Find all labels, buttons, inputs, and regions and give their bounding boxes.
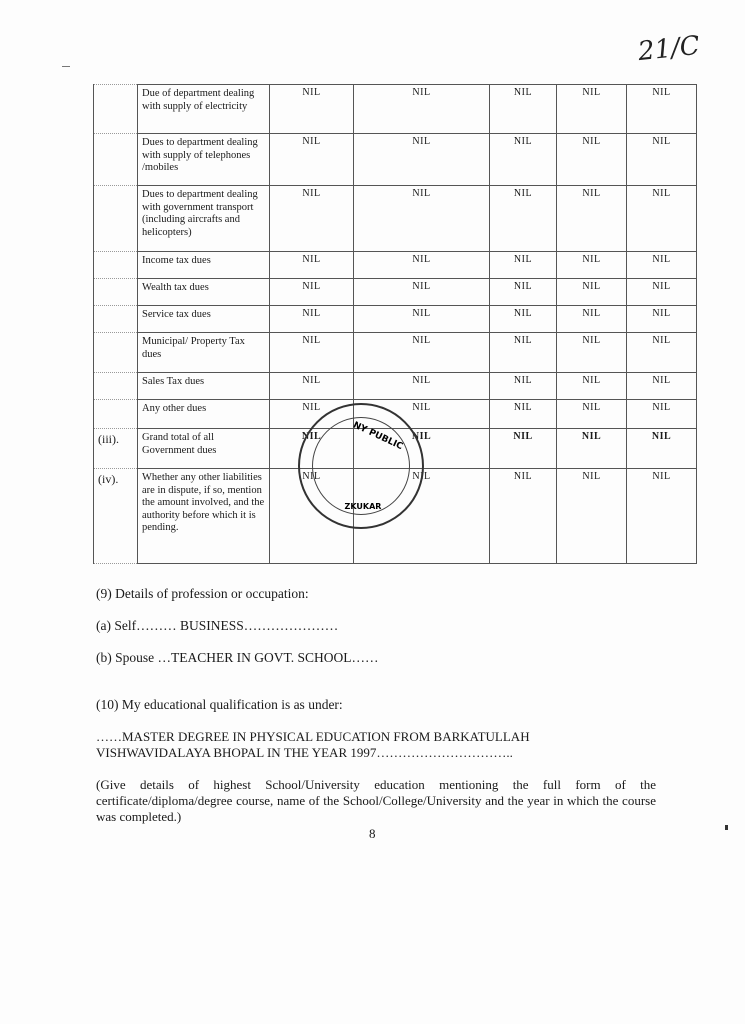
- row-value-col-1: NIL: [270, 373, 354, 400]
- row-description: Dues to department dealing with government transport (including aircrafts and helicopters): [138, 186, 270, 252]
- qualification-instructions: (Give details of highest School/University education mentioning the full form of the certificate/diploma/degree course, name of the School/College/University and the year in which the course was completed.): [96, 777, 656, 824]
- row-serial: [94, 279, 138, 306]
- row-value-col-4: NIL: [557, 469, 627, 564]
- svg-text:NY PUBLIC: NY PUBLIC: [351, 420, 405, 453]
- dues-row: [94, 279, 697, 306]
- qualification-line-1: ……MASTER DEGREE IN PHYSICAL EDUCATION FROM BARKATULLAH: [96, 729, 530, 744]
- row-description: Municipal/ Property Tax dues: [138, 333, 270, 373]
- row-value-col-4: NIL: [557, 306, 627, 333]
- row-description: Service tax dues: [138, 306, 270, 333]
- row-value-col-1: NIL: [270, 85, 354, 134]
- scan-speck: [725, 825, 728, 830]
- row-value-col-1: NIL: [270, 186, 354, 252]
- row-value-col-4: NIL: [557, 134, 627, 186]
- row-value-col-5: NIL: [627, 333, 697, 373]
- row-value-col-5: NIL: [627, 134, 697, 186]
- row-value-col-5: NIL: [627, 429, 697, 469]
- row-value-col-2: NIL: [354, 134, 490, 186]
- row-value-col-2: NIL: [354, 85, 490, 134]
- row-value-col-3: NIL: [490, 134, 557, 186]
- row-description: Due of department dealing with supply of electricity: [138, 85, 270, 134]
- row-value-col-3: NIL: [490, 469, 557, 564]
- dues-row: [94, 252, 697, 279]
- row-value-col-2: NIL: [354, 279, 490, 306]
- qualification-line-2: VISHWAVIDALAYA BHOPAL IN THE YEAR 1997…………………………..: [96, 745, 513, 760]
- row-description: Wealth tax dues: [138, 279, 270, 306]
- handwritten-page-mark: 21/C: [636, 30, 702, 68]
- row-value-col-2: NIL: [354, 186, 490, 252]
- row-serial: (iv).: [94, 469, 138, 564]
- row-serial: (iii).: [94, 429, 138, 469]
- dues-row: [94, 186, 697, 252]
- section-9-heading: (9) Details of profession or occupation:: [96, 586, 309, 601]
- row-description: Income tax dues: [138, 252, 270, 279]
- row-serial: [94, 134, 138, 186]
- occupation-spouse: (b) Spouse …TEACHER IN GOVT. SCHOOL……: [96, 650, 379, 665]
- row-description: Dues to department dealing with supply of telephones /mobiles: [138, 134, 270, 186]
- row-value-col-4: NIL: [557, 186, 627, 252]
- row-serial: [94, 400, 138, 429]
- row-value-col-1: NIL: [270, 333, 354, 373]
- row-value-col-3: NIL: [490, 373, 557, 400]
- row-value-col-3: NIL: [490, 400, 557, 429]
- row-value-col-3: NIL: [490, 252, 557, 279]
- row-value-col-5: NIL: [627, 252, 697, 279]
- row-value-col-5: NIL: [627, 306, 697, 333]
- row-value-col-4: NIL: [557, 429, 627, 469]
- dues-row: [94, 134, 697, 186]
- scan-mark: [62, 66, 70, 67]
- row-value-col-2: NIL: [354, 333, 490, 373]
- row-value-col-4: NIL: [557, 279, 627, 306]
- row-serial: [94, 85, 138, 134]
- row-value-col-5: NIL: [627, 400, 697, 429]
- row-value-col-2: NIL: [354, 469, 490, 564]
- row-value-col-3: NIL: [490, 279, 557, 306]
- row-value-col-4: NIL: [557, 373, 627, 400]
- row-description: Grand total of all Government dues: [138, 429, 270, 469]
- row-value-col-3: NIL: [490, 85, 557, 134]
- row-value-col-2: NIL: [354, 373, 490, 400]
- row-value-col-1: NIL: [270, 279, 354, 306]
- row-serial: [94, 252, 138, 279]
- row-serial: [94, 373, 138, 400]
- row-value-col-5: NIL: [627, 373, 697, 400]
- row-value-col-1: NIL: [270, 306, 354, 333]
- dues-row: [94, 85, 697, 134]
- row-value-col-4: NIL: [557, 252, 627, 279]
- row-description: Sales Tax dues: [138, 373, 270, 400]
- row-value-col-5: NIL: [627, 85, 697, 134]
- official-seal-stamp: [298, 403, 424, 529]
- dues-row: [94, 333, 697, 373]
- dues-row: [94, 373, 697, 400]
- row-value-col-5: NIL: [627, 469, 697, 564]
- occupation-self: (a) Self……… BUSINESS…………………: [96, 618, 339, 633]
- row-value-col-2: NIL: [354, 429, 490, 469]
- row-value-col-2: NIL: [354, 252, 490, 279]
- row-value-col-1: NIL: [270, 429, 354, 469]
- row-value-col-5: NIL: [627, 186, 697, 252]
- row-value-col-2: NIL: [354, 306, 490, 333]
- row-value-col-3: NIL: [490, 429, 557, 469]
- row-description: Whether any other liabilities are in dispute, if so, mention the amount involved, and the authority before which it is pending.: [138, 469, 270, 564]
- row-value-col-4: NIL: [557, 400, 627, 429]
- section-10-heading: (10) My educational qualification is as under:: [96, 697, 343, 712]
- svg-text:ZKUKAR: ZKUKAR: [344, 502, 382, 511]
- row-value-col-3: NIL: [490, 306, 557, 333]
- row-serial: [94, 306, 138, 333]
- page-number: 8: [369, 826, 376, 841]
- row-serial: [94, 186, 138, 252]
- row-value-col-1: NIL: [270, 134, 354, 186]
- row-value-col-3: NIL: [490, 186, 557, 252]
- dues-row: [94, 306, 697, 333]
- row-value-col-1: NIL: [270, 400, 354, 429]
- row-value-col-4: NIL: [557, 85, 627, 134]
- row-value-col-1: NIL: [270, 469, 354, 564]
- row-value-col-1: NIL: [270, 252, 354, 279]
- row-value-col-2: NIL: [354, 400, 490, 429]
- row-value-col-4: NIL: [557, 333, 627, 373]
- row-value-col-3: NIL: [490, 333, 557, 373]
- row-serial: [94, 333, 138, 373]
- row-value-col-5: NIL: [627, 279, 697, 306]
- row-description: Any other dues: [138, 400, 270, 429]
